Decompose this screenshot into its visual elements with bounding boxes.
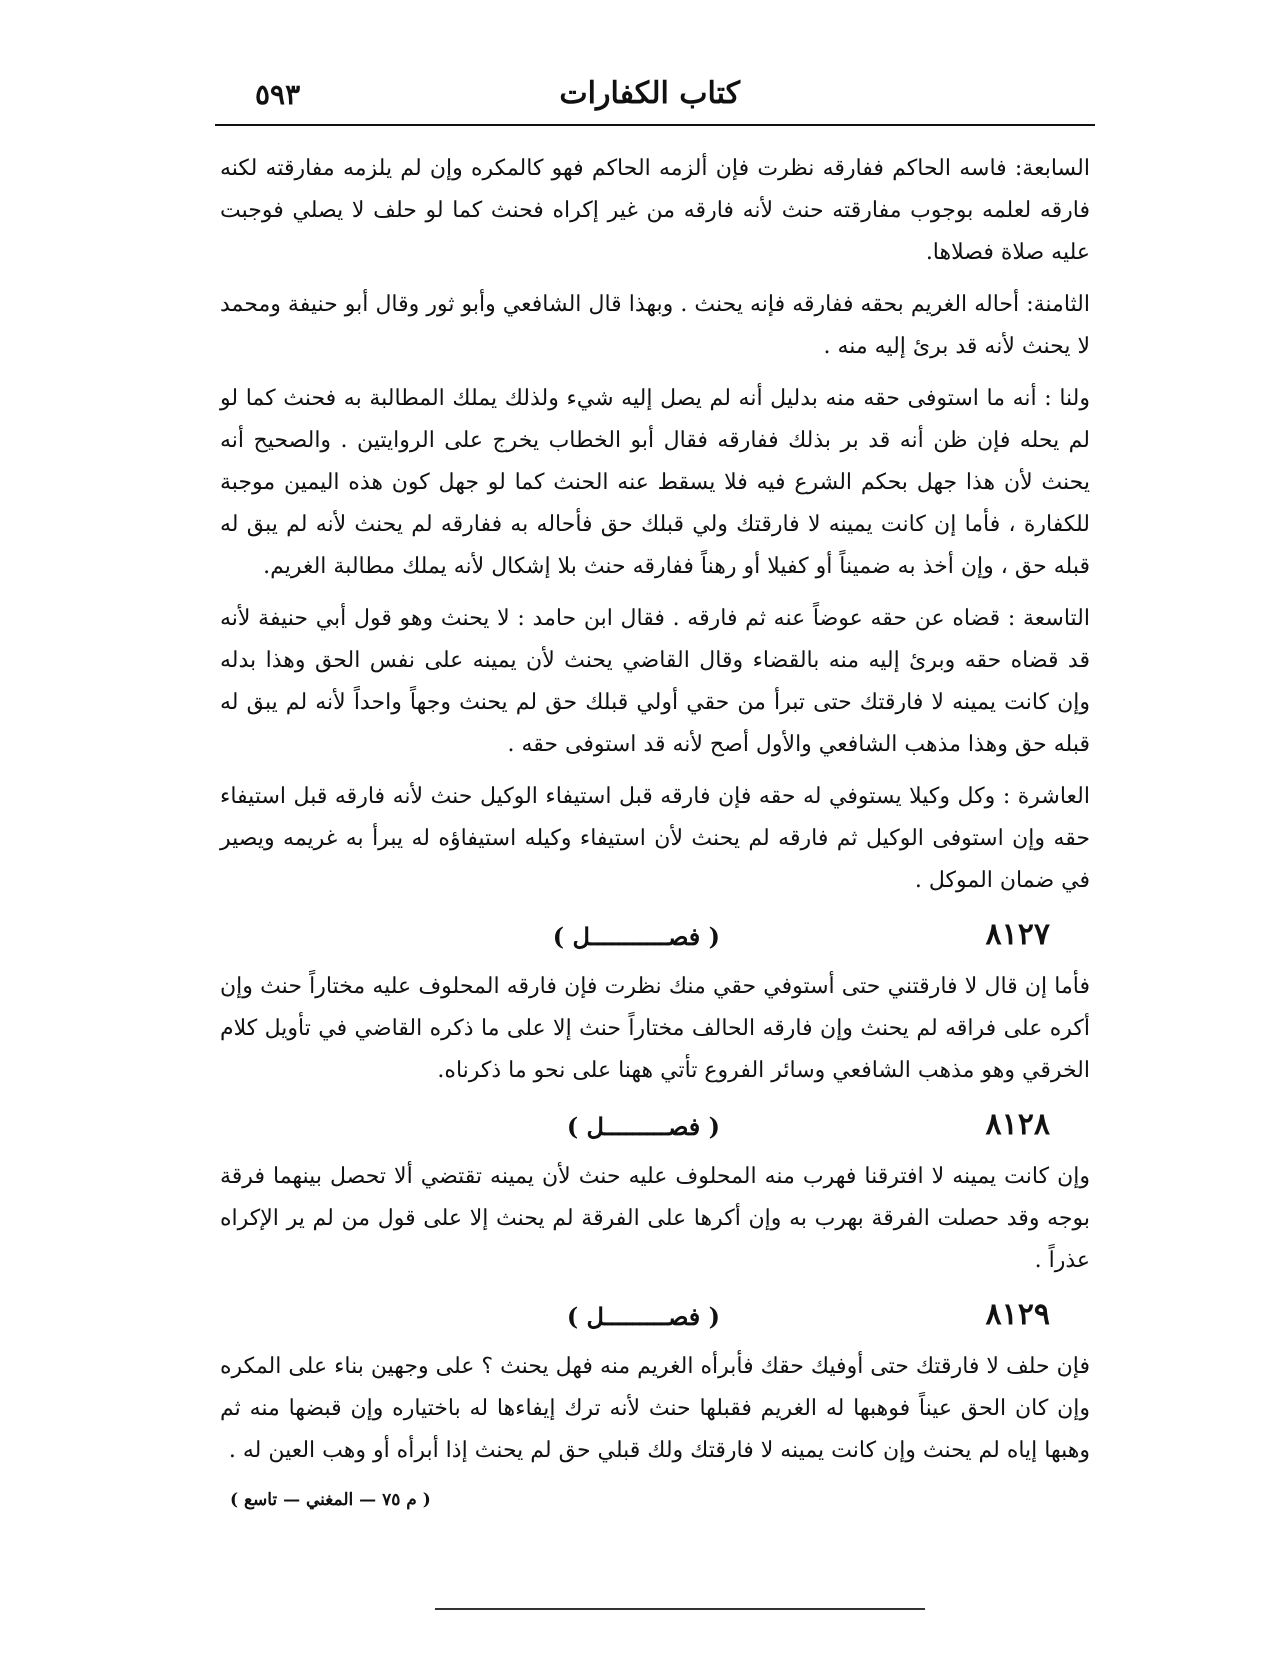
paragraph-tenth: العاشرة : وكل وكيلا يستوفي له حقه فإن فارقه قبل استيفاء الوكيل حنث لأنه فارقه قبل استيفاء حقه وإن استوفى الوكيل ثم فارقه لم يحنث لأن استيفاء وكيله استيفاؤه له يبرأ به غريمه ويصير في ضمان الموكل .: [220, 784, 1090, 893]
section-label: ( فصـــــــــل ): [566, 1302, 720, 1331]
section-text-8129: فإن حلف لا فارقتك حتى أوفيك حقك فأبرأه الغريم منه فهل يحنث ؟ على وجهين بناء على المكره وإن كان الحق عيناً فوهبها له الغريم فقبلها حنث لأنه ترك إيفاءها له باختياره وإن قبضها منه ثم وهبها إياه لم يحنث وإن كانت يمينه لا فارقتك ولك قبلي حق لم يحنث إذا أبرأه أو وهب العين له .: [220, 1354, 1090, 1463]
paragraph-eighth: الثامنة: أحاله الغريم بحقه ففارقه فإنه يحنث . وبهذا قال الشافعي وأبو ثور وقال أبو حنيفة ومحمد لا يحنث لأنه قد برئ إليه منه .: [220, 292, 1090, 359]
running-title: كتاب الكفارات: [559, 76, 740, 111]
page-number: ٥٩٣: [255, 78, 301, 111]
section-number: ٨١٢٨: [985, 1107, 1050, 1142]
header-rule: [215, 124, 1095, 126]
section-heading-8129: [220, 1292, 1090, 1340]
section-heading-8128: [220, 1102, 1090, 1150]
volume-footnote: ( م ٧٥ — المغني — تاسع ): [230, 1490, 431, 1510]
page-header: [215, 72, 1095, 116]
bottom-rule: [435, 1608, 925, 1610]
section-text-8128: وإن كانت يمينه لا افترقنا فهرب منه المحلوف عليه حنث لأن يمينه تقتضي ألا تحصل بينهما فرقة بوجه وقد حصلت الفرقة بهرب به وإن أكرها على الفرقة لم يحنث إلا على قول من لم ير الإكراه عذراً .: [220, 1164, 1090, 1273]
section-label: ( فصـــــــــل ): [566, 1112, 720, 1141]
paragraph-ninth: التاسعة : قضاه عن حقه عوضاً عنه ثم فارقه . فقال ابن حامد : لا يحنث وهو قول أبي حنيفة لأنه قد قضاه حقه وبرئ إليه منه بالقضاء وقال القاضي يحنث لأن يمينه على نفس الحق وهذا بدله وإن كانت يمينه لا فارقتك حتى تبرأ من حقي أولي قبلك حق لم يحنث وجهاً واحداً لأنه لم يبق له قبله حق وهذا مذهب الشافعي والأول أصح لأنه قد استوفى حقه .: [220, 606, 1090, 757]
section-number: ٨١٢٧: [985, 917, 1050, 952]
section-heading-8127: [220, 912, 1090, 960]
page-body: [220, 148, 1090, 1482]
section-text-8127: فأما إن قال لا فارقتني حتى أستوفي حقي منك نظرت فإن فارقه المحلوف عليه مختاراً حنث وإن أكره على فراقه لم يحنث وإن فارقه الحالف مختاراً حنث إلا على ما ذكره القاضي في تأويل كلام الخرقي وهو مذهب الشافعي وسائر الفروع تأتي ههنا على نحو ما ذكرناه.: [220, 974, 1090, 1083]
paragraph-seventh: السابعة: فاسه الحاكم ففارقه نظرت فإن ألزمه الحاكم فهو كالمكره وإن لم يلزمه مفارقته لكنه فارقه لعلمه بوجوب مفارقته حنث لأنه فارقه من غير إكراه فحنث كما لو حلف لا يصلي فوجبت عليه صلاة فصلاها.: [220, 156, 1090, 265]
section-label: ( فصـــــــــــل ): [552, 922, 720, 951]
section-number: ٨١٢٩: [985, 1297, 1050, 1332]
paragraph-response: ولنا : أنه ما استوفى حقه منه بدليل أنه لم يصل إليه شيء ولذلك يملك المطالبة به فحنث كما لو لم يحله فإن ظن أنه قد بر بذلك ففارقه فقال أبو الخطاب يخرج على الروايتين . والصحيح أنه يحنث لأن هذا جهل بحكم الشرع فيه فلا يسقط عنه الحنث كما لو جهل كون هذه اليمين موجبة للكفارة ، فأما إن كانت يمينه لا فارقتك ولي قبلك حق فأحاله به ففارقه لم يحنث لأنه لم يبق له قبله حق ، وإن أخذ به ضميناً أو كفيلا أو رهناً ففارقه حنث بلا إشكال لأنه يملك مطالبة الغريم.: [220, 386, 1090, 579]
